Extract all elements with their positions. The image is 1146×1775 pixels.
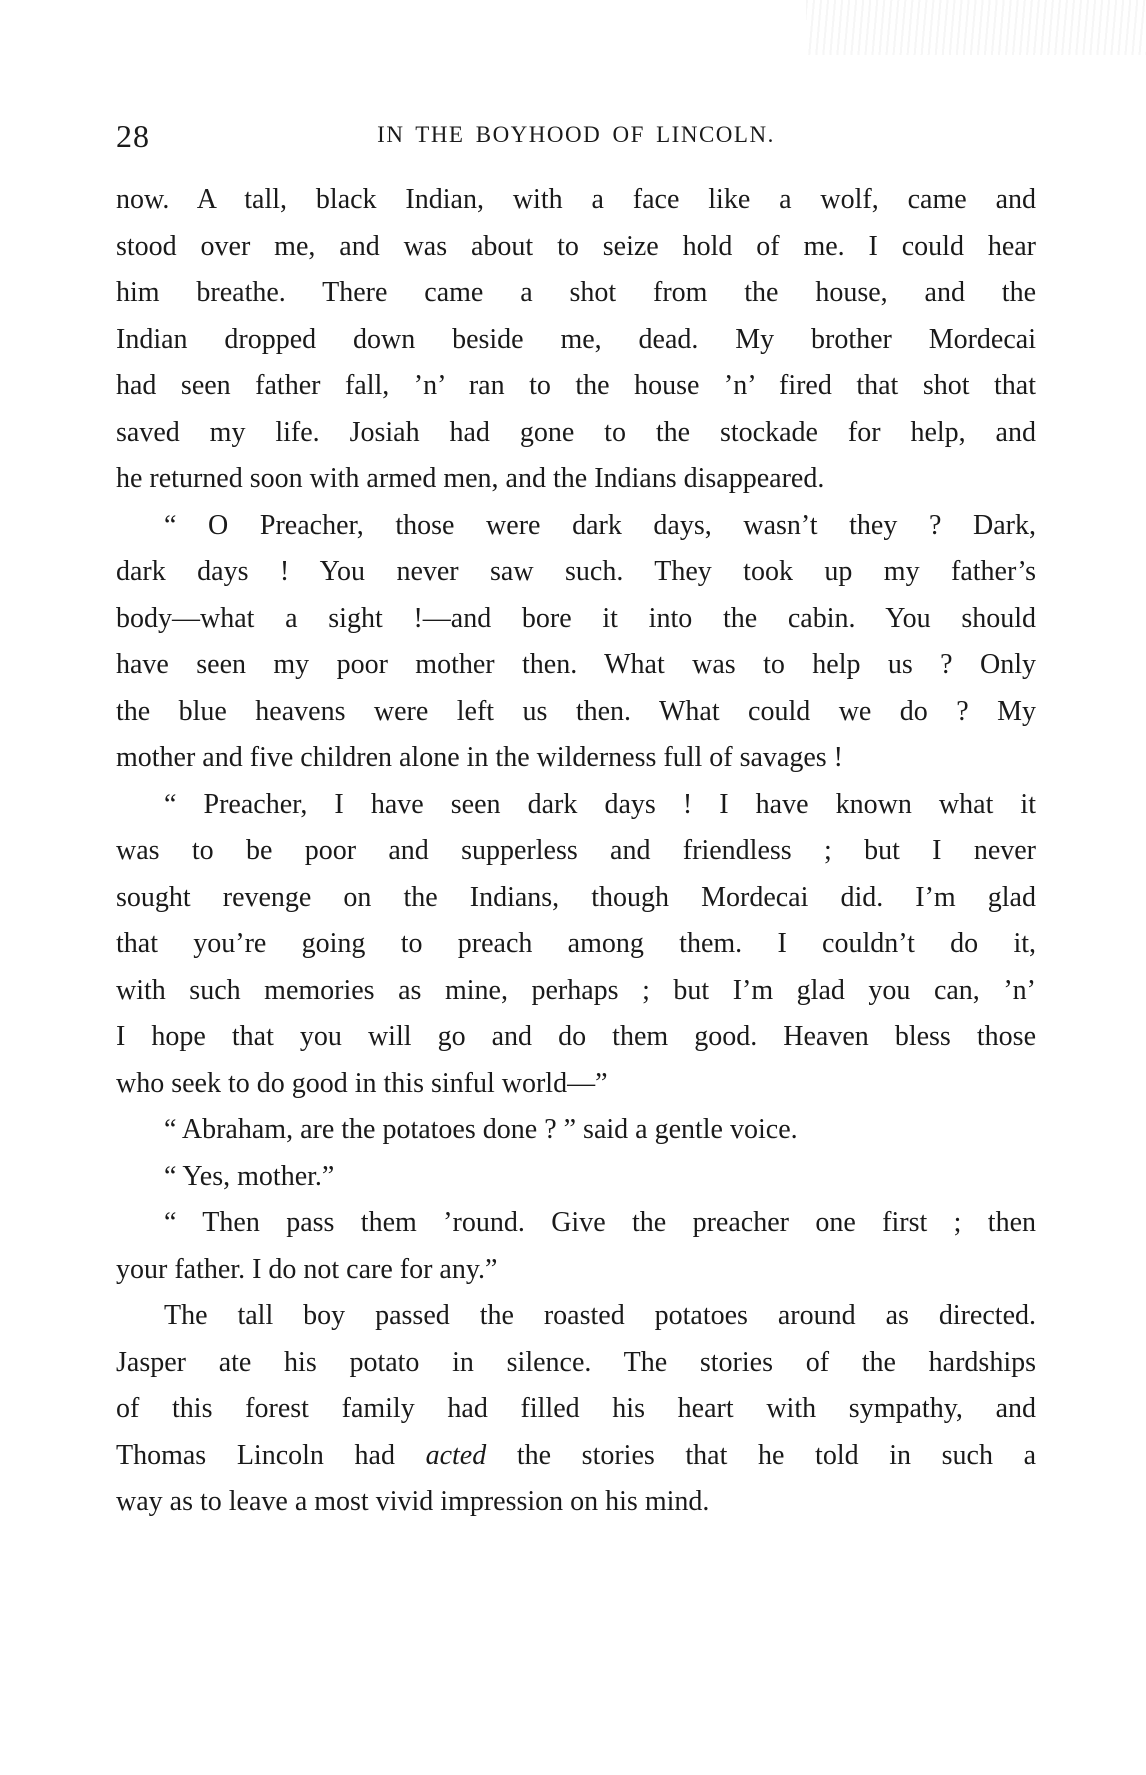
text-line: mother and five children alone in the wilderness full of savages ! (116, 742, 843, 773)
text-line: he returned soon with armed men, and the Indians disappeared. (116, 463, 825, 494)
text-line: of this forest family had filled his heart with sympathy, and (116, 1393, 1036, 1424)
text-line: stood over me, and was about to seize hold of me. I could hear (116, 230, 1036, 262)
text-line: was to be poor and supperless and friendless ; but I never (116, 835, 1036, 866)
text-line: saved my life. Josiah had gone to the stockade for help, and (116, 416, 1036, 448)
text-line: “ Preacher, I have seen dark days ! I have known what it (164, 788, 1036, 820)
text-line: “ Yes, mother.” (164, 1160, 335, 1192)
text-line: your father. I do not care for any.” (116, 1253, 498, 1285)
italic-word: acted (425, 1439, 487, 1471)
page-number: 28 (116, 118, 150, 154)
text-line: The tall boy passed the roasted potatoes around as directed. (164, 1300, 1036, 1331)
text-run: the stories that he told in such a (486, 1439, 1036, 1471)
text-line: now. A tall, black Indian, with a face like a wolf, came and (116, 184, 1036, 215)
page-header (116, 118, 1036, 158)
text-line: sought revenge on the Indians, though Mordecai did. I’m glad (116, 881, 1036, 913)
text-line: way as to leave a most vivid impression on his mind. (116, 1486, 710, 1517)
scan-speckle (806, 0, 1146, 55)
running-title: IN THE BOYHOOD OF LINCOLN. (377, 122, 775, 147)
text-line: have seen my poor mother then. What was to help us ? Only (116, 649, 1036, 680)
text-line (116, 1433, 1036, 1480)
text-line: who seek to do good in this sinful world—” (116, 1067, 608, 1099)
text-line: the blue heavens were left us then. What could we do ? My (116, 695, 1036, 727)
text-line: “ O Preacher, those were dark days, wasn’t they ? Dark, (164, 509, 1036, 541)
text-line: dark days ! You never saw such. They took up my father’s (116, 556, 1036, 587)
body-text (116, 177, 1036, 1526)
text-line: body—what a sight !—and bore it into the cabin. You should (116, 602, 1036, 634)
text-line: Indian dropped down beside me, dead. My brother Mordecai (116, 323, 1036, 355)
text-line: that you’re going to preach among them. I couldn’t do it, (116, 928, 1036, 959)
text-line: “ Then pass them ’round. Give the preacher one first ; then (164, 1207, 1036, 1238)
text-line: him breathe. There came a shot from the house, and the (116, 277, 1036, 308)
text-run: Thomas Lincoln had (116, 1439, 426, 1471)
text-line: Jasper ate his potato in silence. The stories of the hardships (116, 1346, 1036, 1378)
text-line: I hope that you will go and do them good. Heaven bless those (116, 1021, 1036, 1052)
text-line: had seen father fall, ’n’ ran to the house ’n’ fired that shot that (116, 370, 1036, 401)
text-line: “ Abraham, are the potatoes done ? ” said a gentle voice. (164, 1114, 798, 1145)
text-line: with such memories as mine, perhaps ; but I’m glad you can, ’n’ (116, 974, 1036, 1006)
